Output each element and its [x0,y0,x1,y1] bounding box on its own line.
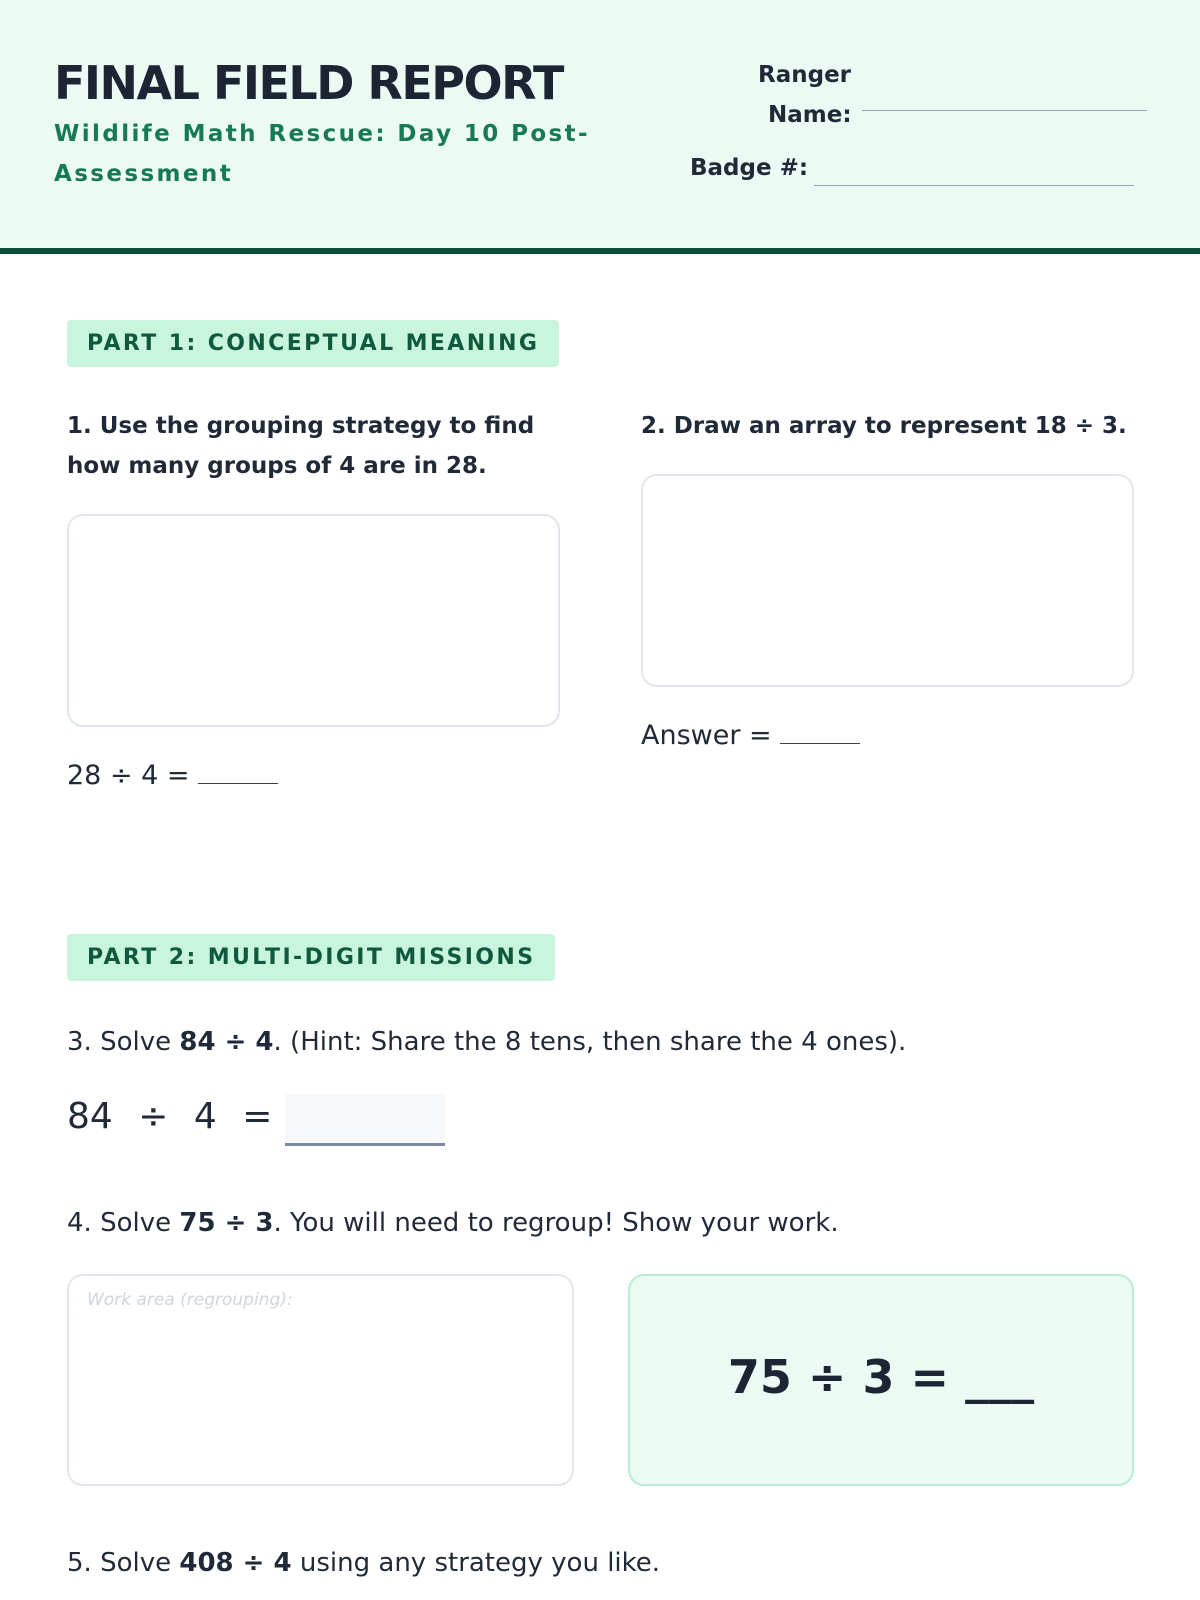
page-title: FINAL FIELD REPORT [54,56,563,110]
question-4-answer-equation[interactable]: 75 ÷ 3 = ___ [727,1350,1035,1404]
question-1-equation-text: 28 ÷ 4 = [67,760,190,791]
question-5-problem: 408 ÷ 4 [179,1548,292,1578]
question-3-answer-input[interactable] [285,1094,445,1146]
question-3-problem: 84 ÷ 4 [179,1027,274,1057]
question-2-array-box[interactable] [641,474,1134,687]
question-2-text: 2. Draw an array to represent 18 ÷ 3. [641,413,1127,439]
ranger-name-field[interactable] [862,110,1147,111]
question-4-text [67,1208,839,1238]
question-2-answer [641,720,860,751]
question-4-answer-box [628,1274,1134,1486]
page-subtitle: Wildlife Math Rescue: Day 10 Post-Assessment [54,121,590,187]
question-3-equation: 84 ÷ 4 = [67,1096,273,1137]
work-area-hint: Work area (regrouping): [87,1290,293,1310]
question-4-prefix: 4. Solve [67,1208,180,1238]
question-3-prefix: 3. Solve [67,1027,180,1057]
question-1-answer-blank[interactable] [198,764,278,784]
part2-badge: PART 2: MULTI-DIGIT MISSIONS [67,934,555,981]
question-2-answer-label: Answer = [641,720,772,751]
question-4-problem: 75 ÷ 3 [179,1208,274,1238]
question-4-work-area[interactable] [67,1274,574,1486]
question-5-prefix: 5. Solve [67,1548,180,1578]
question-1-equation [67,760,278,791]
report-header [0,0,1200,254]
question-1-text: 1. Use the grouping strategy to find how many groups of 4 are in 28. [67,413,535,479]
ranger-label-line1: Ranger [758,62,852,88]
question-2-answer-blank[interactable] [780,724,860,744]
part1-badge: PART 1: CONCEPTUAL MEANING [67,320,559,367]
question-1-work-box[interactable] [67,514,560,727]
question-5-instruction: using any strategy you like. [291,1548,661,1578]
ranger-label-line2: Name: [768,102,852,128]
question-4-instruction: . You will need to regroup! Show your work. [273,1208,839,1238]
question-3-hint: . (Hint: Share the 8 tens, then share the 4 ones). [273,1027,907,1057]
badge-number-field[interactable] [814,185,1134,186]
question-3-text [67,1027,906,1057]
badge-label: Badge #: [690,155,809,181]
question-5-text [67,1548,660,1578]
